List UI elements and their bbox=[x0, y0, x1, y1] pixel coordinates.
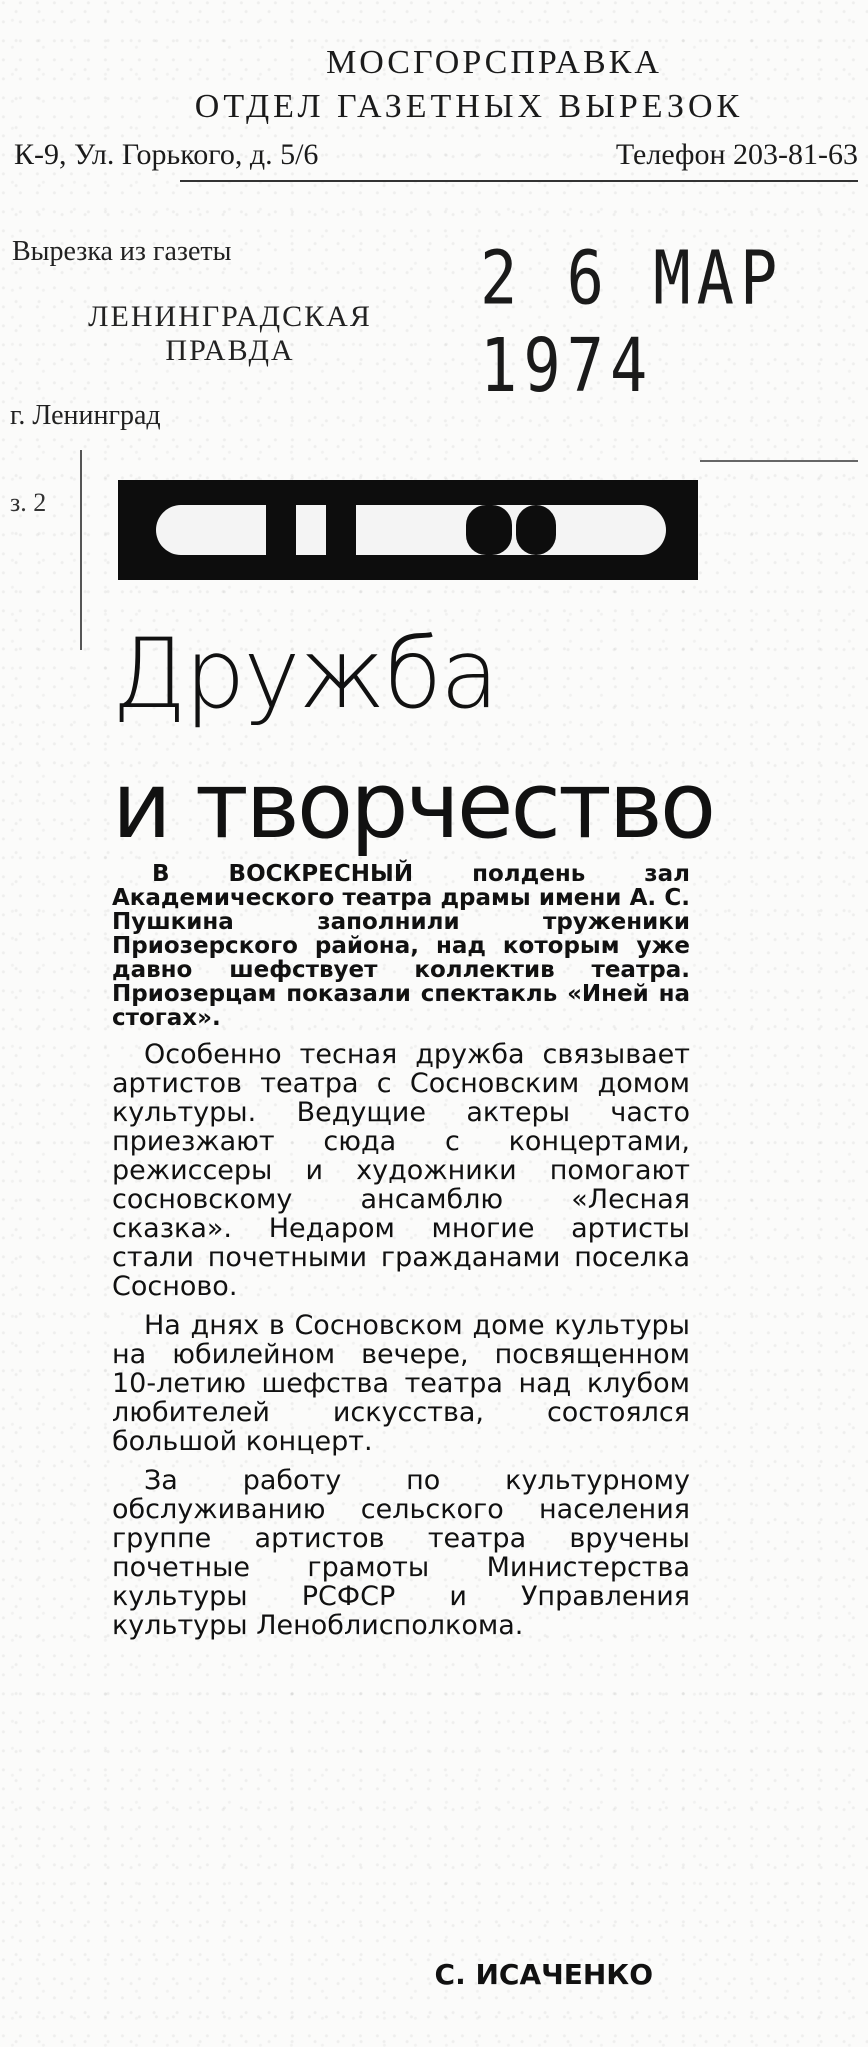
banner-bar bbox=[466, 505, 512, 555]
paragraph-2: Особенно тесная дружба связывает артистов театра с Сосновским домом культуры. Ведущие актеры часто приезжают сюда с концертами, режиссеры и художники помогают сосновскому ансамблю «Лесная сказка». Недаром многие артисты стали почетными гражданами поселка Сосново. bbox=[112, 1039, 690, 1302]
lead-caps: В ВОСКРЕСНЫЙ bbox=[152, 861, 414, 887]
paragraph-3: На днях в Сосновском доме культуры на юбилейном вечере, посвященном 10-летию шефства театра над клубом любителей искусства, состоялся большой концерт. bbox=[112, 1310, 690, 1457]
lead-paragraph bbox=[112, 862, 690, 1030]
date-stamp: 2 6 МАР 1974 bbox=[480, 234, 784, 410]
mid-divider bbox=[700, 460, 858, 462]
header-divider bbox=[180, 180, 858, 182]
lead-text: полдень зал Академического театра драмы имени А. С. Пушкина заполнили труженики Приозерского района, над которым уже давно шефствует коллектив театра. Приозерцам показали спектакль «Иней на стогах». bbox=[112, 861, 690, 1031]
author-byline: С. ИСАЧЕНКО bbox=[434, 1958, 653, 1991]
phone: Телефон 203-81-63 bbox=[615, 138, 858, 171]
margin-mark bbox=[80, 450, 82, 650]
banner-bar bbox=[326, 505, 356, 555]
issue-label: з. 2 bbox=[10, 488, 47, 517]
headline-line-1: Дружба bbox=[112, 618, 498, 730]
address-row bbox=[14, 138, 858, 172]
agency-name: МОСГОРСПРАВКА bbox=[326, 44, 662, 81]
department-name: ОТДЕЛ ГАЗЕТНЫХ ВЫРЕЗОК bbox=[194, 88, 744, 125]
city-label: г. Ленинград bbox=[10, 400, 161, 431]
section-banner-logo bbox=[118, 480, 698, 580]
cutting-label: Вырезка из газеты bbox=[12, 236, 232, 267]
banner-inner-shape bbox=[156, 505, 666, 555]
banner-bar bbox=[516, 505, 556, 555]
headline-line-2: и творчество bbox=[112, 752, 714, 859]
banner-bar bbox=[266, 505, 296, 555]
newspaper-name: ЛЕНИНГРАДСКАЯ ПРАВДА bbox=[88, 300, 372, 367]
address: К-9, Ул. Горького, д. 5/6 bbox=[14, 138, 319, 171]
paragraph-4: За работу по культурному обслуживанию сельского населения группе артистов театра вручены почетные грамоты Министерства культуры РСФСР и Управления культуры Леноблисполкома. bbox=[112, 1465, 690, 1641]
article-body bbox=[112, 862, 690, 1650]
